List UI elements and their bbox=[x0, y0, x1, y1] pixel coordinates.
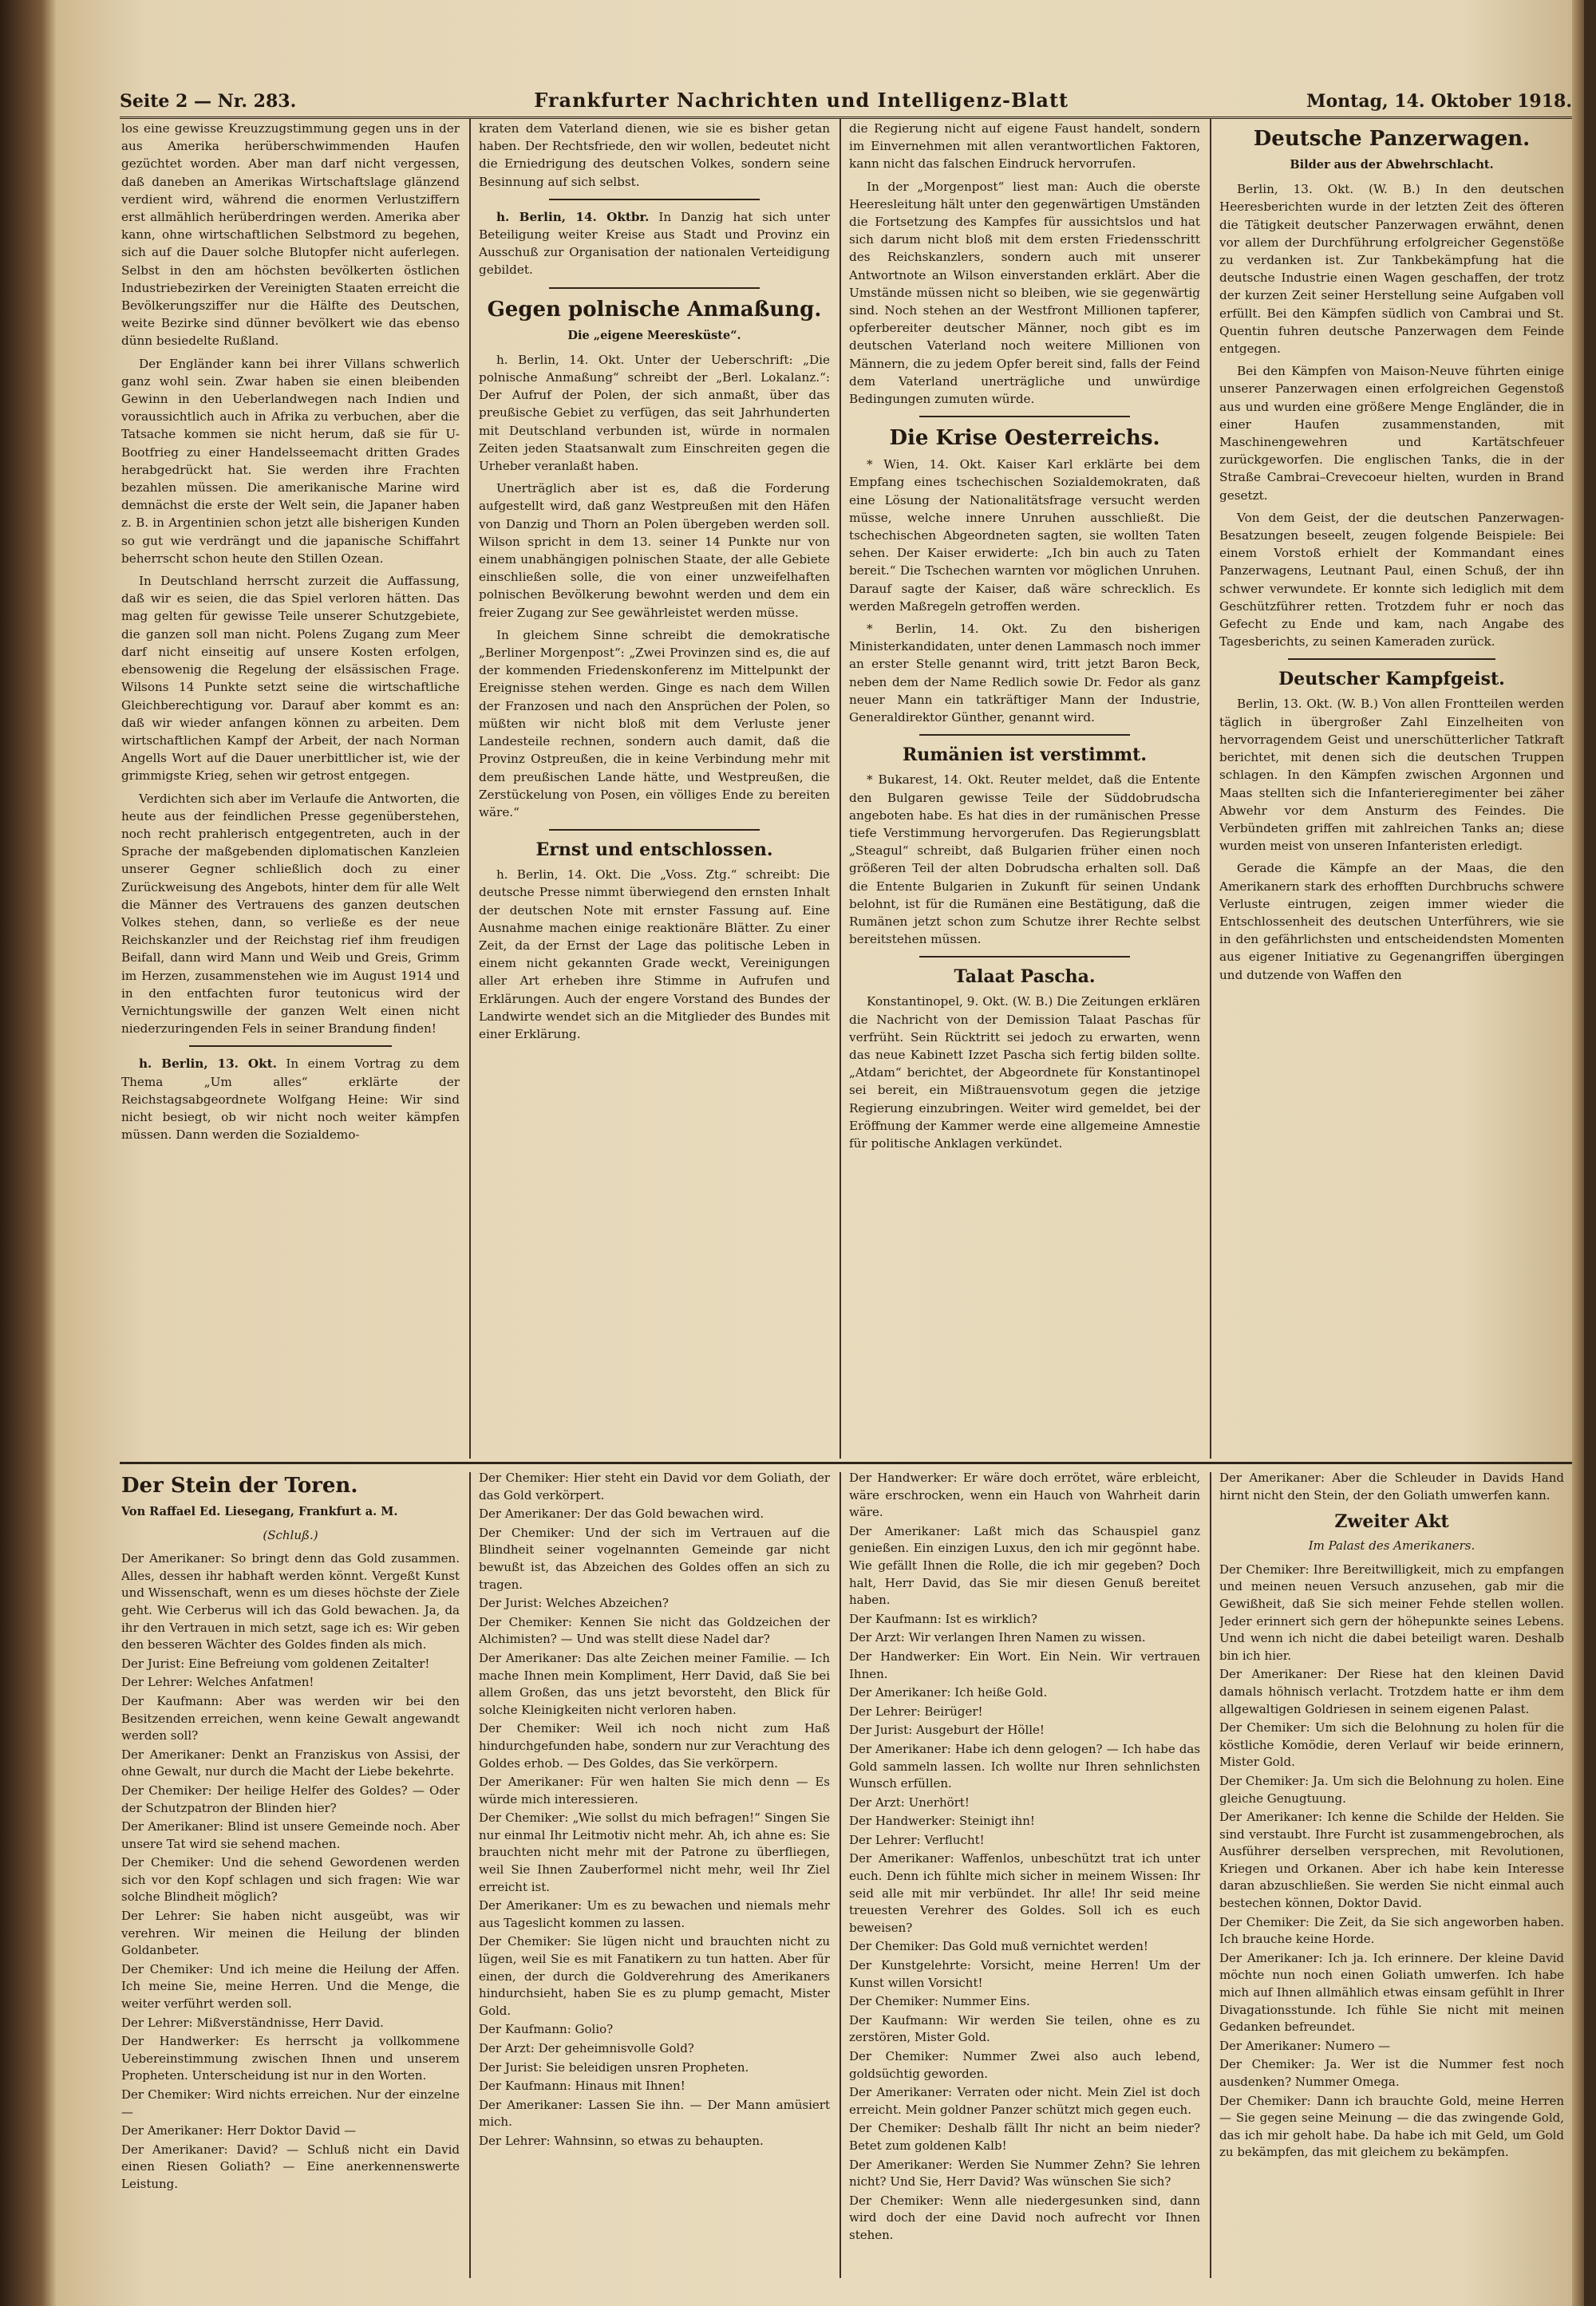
article-paragraph: Von dem Geist, der die deutschen Panzerwagen-Besatzungen beseelt, zeugen folgende Beispiele: Bei einem Vorstoß erhielt der Kommandant eines Panzerwagens, Leutnant Paul, einen Schuß, der ihn schwer verwundete. Er konnte sich lediglich mit dem Geschützführer retten. Trotzdem fuhr er noch das Gefecht zu Ende und kam, nach Angabe des Tagesberichts, zu seinen Kameraden zurück. bbox=[1219, 510, 1564, 650]
feuilleton-column-1 bbox=[121, 1470, 460, 2280]
dialogue-line: Der Chemiker: Kennen Sie nicht das Goldzeichen der Alchimisten? — Und was stellt diese Nadel dar? bbox=[479, 1614, 830, 1647]
dialogue-line: Der Amerikaner: Aber die Schleuder in Davids Hand hirnt nicht den Stein, der den Goliath umwerfen kann. bbox=[1219, 1471, 1564, 1502]
article-paragraph: * Berlin, 14. Okt. Zu den bisherigen Ministerkandidaten, unter denen Lammasch noch immer an erster Stelle genannt wird, tritt jetzt Baron Beck, neben dem der Name Redlich sowie Dr. Fedor als ganz neuer Mann ein tatkräftiger Mann der Industrie, Generaldirektor Günther, genannt wird. bbox=[849, 622, 1200, 725]
dialogue-line: Der Lehrer: Welches Anfatmen! bbox=[121, 1675, 314, 1690]
dialogue-line: Der Amerikaner: Ich kenne die Schilde der Helden. Sie sind verstaubt. Ihre Furcht ist zusammengebrochen, als Ausführer derselben versprechen, mit Revolutionen, Kriegen und Orkanen. Aber ich habe kein Interesse daran abzuschließen. Sie werden Sie nicht einmal auch bestechen können, Doktor David. bbox=[1219, 1810, 1564, 1911]
article-paragraph: Unerträglich aber ist es, daß die Forderung aufgestellt wird, daß ganz Westpreußen mit den Häfen von Danzig und Thorn an Polen übergeben werden soll. Wilson spricht in dem 13. seiner 14 Punkte nur von einem unabhängigen polnischen Staate, der alle Gebiete einschließen solle, die von einer unzweifelhaften polnischen Bevölkerung bewohnt werden und dem ein freier Zugang zur See gewährleistet werden müsse. bbox=[479, 481, 830, 620]
dialogue-line: Der Chemiker: Und ich meine die Heilung der Affen. Ich meine Sie, meine Herren. Und die Menge, die weiter verführt werden soll. bbox=[121, 1961, 460, 2012]
dialogue-line: Der Chemiker: Dann ich brauchte Gold, meine Herren — Sie gegen seine Meinung — die das zwingende Gold, das ich mir geholt habe. Da habe ich mit Geld, um Gold zu bekämpfen, das mit gleichem zu bekämpfen. bbox=[1219, 2093, 1564, 2160]
dateline-text: In Danzig hat sich unter Beteiligung weiter Kreise aus Stadt und Provinz ein Ausschuß zur Organisation der nationalen Verteidigung gebildet. bbox=[479, 209, 830, 278]
separator bbox=[919, 734, 1130, 736]
dialogue-line: Der Amerikaner: Verraten oder nicht. Mein Ziel ist doch erreicht. Mein goldner Panzer schützt mich gegen euch. bbox=[849, 2085, 1200, 2117]
dialogue-line: Der Amerikaner: Lassen Sie ihn. — Der Mann amüsiert mich. bbox=[479, 2097, 830, 2130]
newspaper-title: Frankfurter Nachrichten und Intelligenz-Blatt bbox=[534, 89, 1069, 112]
column-rule bbox=[469, 1472, 471, 2278]
dialogue-line: Der Chemiker: Nummer Zwei also auch lebend, goldsüchtig geworden. bbox=[849, 2049, 1200, 2081]
dialogue-line: Der Chemiker: Deshalb fällt Ihr nicht an beim nieder? Betet zum goldenen Kalb! bbox=[849, 2121, 1200, 2153]
article-paragraph: In gleichem Sinne schreibt die demokratische „Berliner Morgenpost“: „Zwei Provinzen sind es, die auf der kommenden Friedenskonferenz im Mittelpunkt der Ereignisse stehen werden. Ginge es nach dem Willen der Franzosen und nach den Ansprüchen der Polen, so müßten wir nicht bloß mit dem Verluste jener Landesteile rechnen, sondern auch damit, daß die Provinz Ostpreußen, die in keine Verbindung mehr mit dem preußischen Lande hätte, und Westpreußen, die Zerstückelung von Posen, ein völliges Ende zu bereiten wäre.“ bbox=[479, 627, 830, 819]
dialogue-line: Der Arzt: Wir verlangen Ihren Namen zu wissen. bbox=[849, 1630, 1146, 1645]
article-paragraph: Der Engländer kann bei ihrer Villans schwerlich ganz wohl sein. Zwar haben sie einen bleibenden Gewinn in den Ueberlandwegen nach Indien und voraussichtlich auch in Afrika zu verbuchen, aber die Tatsache kommen sie nicht herum, daß sie für U-Bootfrieg zu einer Handelsseemacht dritten Grades herabgedrückt hat. Sie werden ihre Frachten bezahlen müssen. Die amerikanische Marine wird demnächst die erste der Welt sein, die Japaner haben z. B. in Argentinien schon jetzt alle bisherigen Kunden so gut wie verdrängt und die japanische Schiffahrt beherrscht schon heute den Stillen Ozean. bbox=[121, 356, 460, 566]
headline: Die Krise Oesterreichs. bbox=[889, 426, 1160, 451]
separator bbox=[1288, 658, 1495, 660]
dialogue-line: Der Lehrer: Wahnsinn, so etwas zu behaupten. bbox=[479, 2133, 764, 2148]
dialogue-line: Der Amerikaner: Um es zu bewachen und niemals mehr aus Tageslicht kommen zu lassen. bbox=[479, 1898, 830, 1930]
dialogue-line: Der Chemiker: Und der sich im Vertrauen auf die Blindheit seiner vogelnannten Gemeinde gar nicht bewußt ist, das Abzeichen des Goldes offen an sich zu tragen. bbox=[479, 1525, 830, 1592]
newspaper-page bbox=[56, 0, 1584, 2306]
dialogue-line: Der Chemiker: Das Gold muß vernichtet werden! bbox=[849, 1939, 1148, 1954]
column-4 bbox=[1219, 120, 1564, 1456]
article-paragraph: In der „Morgenpost“ liest man: Auch die oberste Heeresleitung hält unter den gegenwärtigen Umständen die Fortsetzung des Kampfes für aussichtslos und hat sich darum nicht bloß mit dem ersten Friedensschritt des Reichskanzlers, sondern auch mit unserer Antwortnote an Wilson einverstanden erklärt. Aber die Umstände müssen nicht so bleiben, wie sie gegenwärtig sind. Noch stehen an der Westfront Millionen tapferer, opferbereiter deutscher Männer, noch gibt es im deutschen Vaterland noch weitere Millionen von Männern, die zu jedem Opfer bereit sind, falls der Feind dem Vaterland unerträgliche und unwürdige Bedingungen zumuten würde. bbox=[849, 179, 1200, 407]
dialogue-line: Der Chemiker: Ihre Bereitwilligkeit, mich zu empfangen und meinen neuen Versuch anzusehen, gab mir die Gewißheit, daß Sie sich meiner Fehde stellen wollen. Jeder erinnert sich gern der höhepunkte seines Lebens. Und wenn ich nicht die dabei beteiligt waren. Deshalb bin ich hier. bbox=[1219, 1562, 1564, 1663]
dialogue-line: Der Amerikaner: Herr Doktor David — bbox=[121, 2123, 357, 2138]
article-paragraph: Konstantinopel, 9. Okt. (W. B.) Die Zeitungen erklären die Nachricht von der Demission Talaat Paschas für verfrüht. Sein Rücktritt sei jedoch zu erwarten, wenn das neue Kabinett Izzet Pascha sich fertig bilden sollte. „Atdam“ berichtet, der Abgeordnete für Konstantinopel sei bereit, ein Mißtrauensvotum gegen die jetzige Regierung einzubringen. Weiter wird gemeldet, bei der Eröffnung der Kammer werde eine allgemeine Amnestie für politische Anklagen verkündet. bbox=[849, 994, 1200, 1151]
feuilleton-column-3 bbox=[849, 1470, 1200, 2280]
dialogue-line: Der Amerikaner: Ich heiße Gold. bbox=[849, 1685, 1048, 1700]
dialogue-line: Der Jurist: Welches Abzeichen? bbox=[479, 1596, 669, 1611]
dialogue-line: Der Lehrer: Verflucht! bbox=[849, 1832, 985, 1847]
dialogue-line: Der Lehrer: Sie haben nicht ausgeübt, was wir verehren. Wir meinen die Heilung der blinden Goldanbeter. bbox=[121, 1909, 460, 1958]
dialogue-line: Der Chemiker: Um sich die Belohnung zu holen für die köstliche Komödie, deren Verlauf wir beide erinnern, Mister Gold. bbox=[1219, 1720, 1564, 1770]
dialogue-line: Der Chemiker: Nummer Eins. bbox=[849, 1994, 1030, 2009]
dialogue-line: Der Jurist: Ausgeburt der Hölle! bbox=[849, 1723, 1045, 1738]
dialogue-line: Der Chemiker: Ja. Um sich die Belohnung zu holen. Eine gleiche Genugtuung. bbox=[1219, 1773, 1564, 1806]
feuilleton-note: (Schluß.) bbox=[263, 1527, 318, 1542]
dialogue-line: Der Amerikaner: Laßt mich das Schauspiel ganz genießen. Ein einzigen Luxus, den ich mir gegönnt habe. Wie gefällt Ihnen die Rolle, die ich mir gegeben? Doch halt, Herr David, das Sie mir diesen Genuß bereitet haben. bbox=[849, 1523, 1200, 1608]
article-paragraph: Gerade die Kämpfe an der Maas, die den Amerikanern stark des erhofften Durchbruchs schwere Verluste eintrugen, zeigen immer wieder die Entschlossenheit des deutschen Unterführers, wie sie in den gefährlichsten und entscheidendsten Momenten aus eigener Initiative zu Gegenangriffen übergingen und dutzende von Waffen den bbox=[1219, 861, 1564, 982]
act-heading: Zweiter Akt bbox=[1334, 1511, 1449, 1533]
separator bbox=[919, 956, 1130, 958]
feuilleton-column-2 bbox=[479, 1470, 830, 2280]
page-edge bbox=[1572, 0, 1584, 2306]
dialogue-line: Der Handwerker: Er wäre doch errötet, wäre erbleicht, wäre erschrocken, wenn ein Hauch von Wahrheit darin wäre. bbox=[849, 1471, 1200, 1520]
dialogue-line: Der Handwerker: Steinigt ihn! bbox=[849, 1814, 1035, 1829]
dialogue-line: Der Chemiker: Ja. Wer ist die Nummer fest noch ausdenken? Nummer Omega. bbox=[1219, 2057, 1564, 2089]
subheadline: Die „eigene Meeresküste“. bbox=[567, 328, 741, 342]
article-paragraph: kraten dem Vaterland dienen, wie sie es bisher getan haben. Der Rechtsfriede, den wir wollen, bedeutet nicht die Erniedrigung des deutschen Volkes, sondern seine Besinnung auf sich selbst. bbox=[479, 121, 830, 189]
separator bbox=[189, 1045, 392, 1047]
article-paragraph: * Wien, 14. Okt. Kaiser Karl erklärte bei dem Empfang eines tschechischen Sozialdemokraten, daß eine Lösung der Nationalitätsfrage versucht werden müsse, welche innere Unruhen ausschließt. Die tschechischen Abgeordneten sagten, sie wollten Taten sehen. Der Kaiser erwiderte: „Ich bin auch zu Taten bereit.“ Die Tschechen warnten vor möglichen Unruhen. Darauf sagte der Kaiser, daß wäre schrecklich. Es werden Maßregeln getroffen werden. bbox=[849, 457, 1200, 614]
headline: Deutsche Panzerwagen. bbox=[1253, 127, 1531, 151]
dialogue-line: Der Arzt: Unerhört! bbox=[849, 1795, 970, 1810]
dialogue-line: Der Kaufmann: Wir werden Sie teilen, ohne es zu zerstören, Mister Gold. bbox=[849, 2012, 1200, 2045]
dialogue-line: Der Kaufmann: Hinaus mit Ihnen! bbox=[479, 2079, 685, 2094]
headline: Deutscher Kampfgeist. bbox=[1278, 669, 1505, 690]
feuilleton-column-4 bbox=[1219, 1470, 1564, 2280]
dialogue-line: Der Chemiker: Wird nichts erreichen. Nur der einzelne — bbox=[121, 2087, 460, 2119]
book-spine bbox=[0, 0, 56, 2306]
separator bbox=[549, 199, 760, 200]
dialogue-line: Der Chemiker: Wenn alle niedergesunken sind, dann wird doch der eine David noch aufrecht vor Ihnen stehen. bbox=[849, 2193, 1200, 2242]
column-3 bbox=[849, 120, 1200, 1456]
feuilleton-rule bbox=[120, 1462, 1572, 1464]
article-paragraph: h. Berlin, 14. Okt. Die „Voss. Ztg.“ schreibt: Die deutsche Presse nimmt überwiegend den ernsten Inhalt der deutschen Note mit ernster Fassung auf. Eine Ausnahme machen einige reaktionäre Blätter. Zu einer Zeit, da der Ernst der Lage das politische Leben in einem nicht gekannten Grade weckt, Vereinigungen aller Art erheben ihre Stimme in Aufrufen und Erklärungen. Auch der engere Vorstand des Bundes der Landwirte wendet sich an die Mitglieder des Bundes mit einer Erklärung. bbox=[479, 867, 830, 1041]
dialogue-line: Der Handwerker: Ein Wort. Ein Nein. Wir vertrauen Ihnen. bbox=[849, 1649, 1200, 1681]
dialogue-line: Der Chemiker: Hier steht ein David vor dem Goliath, der das Gold verkörpert. bbox=[479, 1471, 830, 1502]
article-paragraph: h. Berlin, 14. Okt. Unter der Ueberschrift: „Die polnische Anmaßung“ schreibt der „Berl. Lokalanz.“: Der Aufruf der Polen, der sich anmaßt, über das preußische Gebiet zu verfügen, das seit Jahrhunderten mit Deutschland verbunden ist, würde in normalen Zeiten jeden Staatsanwalt zum Einschreiten gegen die Urheber veranlaßt haben. bbox=[479, 352, 830, 474]
dialogue-line: Der Amerikaner: Denkt an Franziskus von Assisi, der ohne Gewalt, nur durch die Macht der Liebe bekehrte. bbox=[121, 1747, 460, 1779]
column-rule bbox=[1210, 118, 1211, 1459]
separator bbox=[549, 287, 760, 289]
dialogue-line: Der Chemiker: Weil ich noch nicht zum Haß hindurchgefunden habe, sondern nur zur Verachtung des Goldes erhob. — Des Goldes, das Sie verkörpern. bbox=[479, 1721, 830, 1771]
column-rule bbox=[469, 118, 471, 1459]
article-paragraph: Berlin, 13. Okt. (W. B.) In den deutschen Heeresberichten wurde in der letzten Zeit des öfteren die Tätigkeit deutscher Panzerwagen erwähnt, denen vor allem der Durchführung erfolgreicher Gegenstöße zu verdanken ist. Zur Tankbekämpfung hat die deutsche Industrie einen Wagen geschaffen, der trotz der kurzen Zeit seiner Herstellung seine Aufgaben voll erfüllt. Bei den Kämpfen südlich von Cambrai und St. Quentin fuhren deutsche Panzerwagen dem Feinde entgegen. bbox=[1219, 182, 1564, 357]
dialogue-line: Der Arzt: Der geheimnisvolle Gold? bbox=[479, 2041, 694, 2055]
dialogue-line: Der Jurist: Eine Befreiung vom goldenen Zeitalter! bbox=[121, 1656, 430, 1671]
dialogue-line: Der Chemiker: Sie lügen nicht und brauchten nicht zu lügen, weil Sie es mit Fanatikern zu tun hatten. Aber für einen, der durch die Goldverehrung des Amerikaners hindurchsieht, haben Sie es zu plump gemacht, Mister Gold. bbox=[479, 1934, 830, 2018]
dialogue-line: Der Jurist: Sie beleidigen unsren Propheten. bbox=[479, 2059, 749, 2075]
feuilleton-title: Der Stein der Toren. bbox=[121, 1474, 358, 1498]
dialogue-line: Der Amerikaner: Ich ja. Ich erinnere. Der kleine David möchte nun noch einen Goliath umwerfen. Ich habe mich auf Ihnen allmählich etwas einsam gefühlt in Ihrer Divagationsstunde. Ich fühle Sie nicht mit meinen Gedanken befreundet. bbox=[1219, 1950, 1564, 2035]
dialogue-line: Der Amerikaner: Numero — bbox=[1219, 2038, 1391, 2053]
headline: Rumänien ist verstimmt. bbox=[902, 744, 1148, 766]
column-rule bbox=[839, 1472, 841, 2278]
dialogue-line: Der Kaufmann: Golio? bbox=[479, 2022, 614, 2037]
article-paragraph: * Bukarest, 14. Okt. Reuter meldet, daß die Entente den Bulgaren gewisse Teile der Süddobrudscha angeboten habe. Es hat dies in der rumänischen Presse tiefe Verstimmung hervorgerufen. Das Regierungsblatt „Steagul“ schreibt, daß Bulgarien früher einen noch größeren Teil der alten Dobrudscha erhalten soll. Daß die Entente Bulgarien in Zukunft für seinen Undank belohnt, ist für die Rumänen eine Bestätigung, daß die Rumänen jetzt schon zum Schutze ihrer Rechte selbst bereitstehen müssen. bbox=[849, 772, 1200, 947]
dialogue-line: Der Amerikaner: Waffenlos, unbeschützt trat ich unter euch. Denn ich fühlte mich sicher in meinem Wissen: Ihr seid alle mit mir verbündet. Ihr alle! Ihr seid meine treuesten Verehrer des Goldes. Soll ich es euch beweisen? bbox=[849, 1851, 1200, 1935]
dialogue-line: Der Kaufmann: Ist es wirklich? bbox=[849, 1611, 1037, 1626]
masthead bbox=[120, 80, 1572, 119]
subheadline: Bilder aus der Abwehrschlacht. bbox=[1290, 158, 1494, 172]
dialogue-line: Der Handwerker: Es herrscht ja vollkommene Uebereinstimmung zwischen Ihnen und unserem Propheten. Unterscheidung ist nur in den Worten. bbox=[121, 2034, 460, 2083]
dialogue-line: Der Lehrer: Beirüger! bbox=[849, 1704, 983, 1719]
column-1 bbox=[121, 120, 460, 1456]
page-number: Seite 2 — Nr. 283. bbox=[120, 91, 297, 112]
dateline-paragraph bbox=[121, 1055, 460, 1143]
dialogue-line: Der Amerikaner: Der das Gold bewachen wird. bbox=[479, 1506, 764, 1522]
article-paragraph: In Deutschland herrscht zurzeit die Auffassung, daß wir es seien, die das Spiel verloren hätten. Das mag gelten für gewisse Teile unserer Schutzgebiete, die ganzen soll man nicht. Polens Zugang zum Meer darf nicht einseitig auf unsere Kosten erfolgen, ebensowenig die Regelung der elsässischen Frage. Wilsons 14 Punkte setzt seine die wirtschaftliche Gleichberechtigung vor. Darauf aber kommt es an: daß wir wieder anfangen können zu arbeiten. Dem wirtschaftlichen Kampf der Arbeit, der nach Norman Angells Wort auf die Dauer unerbittlicher ist, wie der grimmigste Krieg, sehen wir getrost entgegen. bbox=[121, 574, 460, 784]
dialogue-line: Der Chemiker: Und die sehend Gewordenen werden sich vor den Kopf schlagen und sich fragen: Wie war solche Blindheit möglich? bbox=[121, 1855, 460, 1905]
dialogue-line: Der Amerikaner: David? — Schluß nicht ein David einen Riesen Goliath? — Eine anerkennenswerte Leistung. bbox=[121, 2142, 460, 2191]
dialogue-line: Der Lehrer: Mißverständnisse, Herr David. bbox=[121, 2015, 384, 2030]
dateline-text: In einem Vortrag zu dem Thema „Um alles“ erklärte der Reichstagsabgeordnete Wolfgang Heine: Wir sind nicht besiegt, ob wir nicht noch weiter kämpfen müssen. Dann werden die Sozialdemo- bbox=[121, 1056, 460, 1143]
dialogue-line: Der Amerikaner: Habe ich denn gelogen? — Ich habe das Gold sammeln lassen. Ich wollte nur Ihren sehnlichsten Wunsch erfüllen. bbox=[849, 1741, 1200, 1791]
separator bbox=[919, 416, 1130, 417]
dialogue-line: Der Kunstgelehrte: Vorsicht, meine Herren! Um der Kunst willen Vorsicht! bbox=[849, 1958, 1200, 1990]
headline: Talaat Pascha. bbox=[954, 966, 1096, 988]
column-rule bbox=[1210, 1472, 1211, 2278]
dialogue-line: Der Amerikaner: Für wen halten Sie mich denn — Es würde mich interessieren. bbox=[479, 1775, 830, 1806]
article-paragraph: Verdichten sich aber im Verlaufe die Antworten, die heute aus der feindlichen Presse gegenüberstehen, noch recht prahlerisch entgegentreten, auch in der Sprache der maßgebenden diplomatischen Kanzleien unserer Gegner schließlich doch zu einer Zurückweisung des Angebots, hinter dem für alle Welt die Männer des Vertrauens des ganzen deutschen Volkes stehen, dann, so verließe es der neue Reichskanzler und der Reichstag rief ihm freudigen Beifall, dann wird Mann und Weib und Greis, Grimm im Herzen, zusammenstehen wie im August 1914 und in den entfachten furor teutonicus wird der Vernichtungswille der ganzen Welt einen nicht niederzuringenden Fels in seiner Brandung finden! bbox=[121, 791, 460, 1037]
dialogue-line: Der Amerikaner: Das alte Zeichen meiner Familie. — Ich mache Ihnen mein Kompliment, Herr David, daß Sie bei allem Großen, das uns jetzt bevorsteht, den Blick für solche Kleinigkeiten nicht verloren haben. bbox=[479, 1650, 830, 1717]
issue-date: Montag, 14. Oktober 1918. bbox=[1306, 91, 1572, 112]
article-paragraph: Bei den Kämpfen von Maison-Neuve führten einige unserer Panzerwagen einen erfolgreichen Gegenstoß aus und wurden eine größere Menge Engländer, die in einer Haufen zusammenstanden, mit Maschinengewehren und Kartätschfeuer zurückgeworfen. Die englischen Tanks, die in der Straße Cambrai–Crevecoeur hielten, wurden in Brand gesetzt. bbox=[1219, 364, 1564, 503]
feuilleton-byline: Von Raffael Ed. Liesegang, Frankfurt a. M. bbox=[121, 1505, 398, 1518]
dialogue-line: Der Amerikaner: Blind ist unsere Gemeinde noch. Aber unsere Tat wird sie sehend machen. bbox=[121, 1819, 460, 1851]
dialogue-line: Der Chemiker: Der heilige Helfer des Goldes? — Oder der Schutzpatron der Blinden hier? bbox=[121, 1783, 460, 1815]
dialogue-line: Der Amerikaner: Werden Sie Nummer Zehn? Sie lehren nicht? Und Sie, Herr David? Was wünschen Sie sich? bbox=[849, 2157, 1200, 2190]
dialogue-line: Der Amerikaner: So bringt denn das Gold zusammen. Alles, dessen ihr habhaft werden könnt. Vergeßt Kunst und Wissenschaft, wenn es um dieses höchste der Ziele geht. Wie Cerberus will ich das Gold bewachen. Ja, da ihr den Vertrauen in mich setzt, sage ich es: Wir geben den besseren Wächter des Goldes finden als mich. bbox=[121, 1551, 460, 1653]
dateline-paragraph bbox=[479, 208, 830, 279]
dialogue-line: Der Chemiker: „Wie sollst du mich befragen!“ Singen Sie nur einmal Ihr Leitmotiv nicht mehr. Ah, ich ahne es: Sie brauchten nicht mehr mit der Patrone zu überfliegen, weil Sie Ihnen Zauberformel nicht mehr, weil Ihr Ziel erreicht ist. bbox=[479, 1810, 830, 1894]
dialogue-line: Der Chemiker: Die Zeit, da Sie sich angeworben haben. Ich brauche keine Horde. bbox=[1219, 1914, 1564, 1947]
dateline: h. Berlin, 14. Oktbr. bbox=[496, 209, 650, 224]
article-paragraph: los eine gewisse Kreuzzugstimmung gegen uns in der aus Amerika herüberschwimmenden Haufen gezüchtet worden. Aber man darf nicht vergessen, daß daneben an Amerikas Wirtschaftslage glänzend verdient wird, während die enormen Verlustziffern erst allmählich herüberdringen werden. Amerika aber kann, ohne wirtschaftlichen Selbstmord zu begehen, sich auf die Dauer solche Blutopfer nicht auferlegen. Selbst in den am höchsten bevölkerten östlichen Industriebezirken der Vereinigten Staaten erreicht die Bevölkerungsziffer nur die Hälfte des Deutschen, weite Bezirke sind dünner bevölkert wie das ebenso dünn besiedelte Rußland. bbox=[121, 121, 460, 349]
headline: Gegen polnische Anmaßung. bbox=[487, 297, 822, 322]
scene-heading: Im Palast des Amerikaners. bbox=[1308, 1538, 1476, 1554]
article-paragraph: die Regierung nicht auf eigene Faust handelt, sondern im Einvernehmen mit allen verantwortlichen Faktoren, kann nicht das falschen Eindruck hervorrufen. bbox=[849, 121, 1200, 172]
column-2 bbox=[479, 120, 830, 1456]
article-paragraph: Berlin, 13. Okt. (W. B.) Von allen Frontteilen werden täglich in übergroßer Zahl Einzelheiten von hervorragendem Geist und unerschütterlicher Tatkraft berichtet, mit denen sich die deutschen Truppen schlagen. In den Kämpfen zwischen Argonnen und Maas stellten sich die Infanterieregimenter bei zäher Abwehr vor dem Ansturm des Feindes. Die Verbündeten griffen mit zahlreichen Tanks an; diese wurden meist von unseren Infanteristen erledigt. bbox=[1219, 697, 1564, 854]
dateline: h. Berlin, 13. Okt. bbox=[139, 1056, 277, 1072]
dialogue-line: Der Amerikaner: Der Riese hat den kleinen David damals höhnisch verlacht. Trotzdem hatte er ihm dem allgewaltigen Goldriesen in seinem eigenen Palast. bbox=[1219, 1667, 1564, 1716]
separator bbox=[549, 829, 760, 831]
column-rule bbox=[839, 118, 841, 1459]
headline: Ernst und entschlossen. bbox=[535, 839, 773, 861]
dialogue-line: Der Kaufmann: Aber was werden wir bei den Besitzenden erreichen, wenn keine Gewalt angewandt werden soll? bbox=[121, 1693, 460, 1743]
